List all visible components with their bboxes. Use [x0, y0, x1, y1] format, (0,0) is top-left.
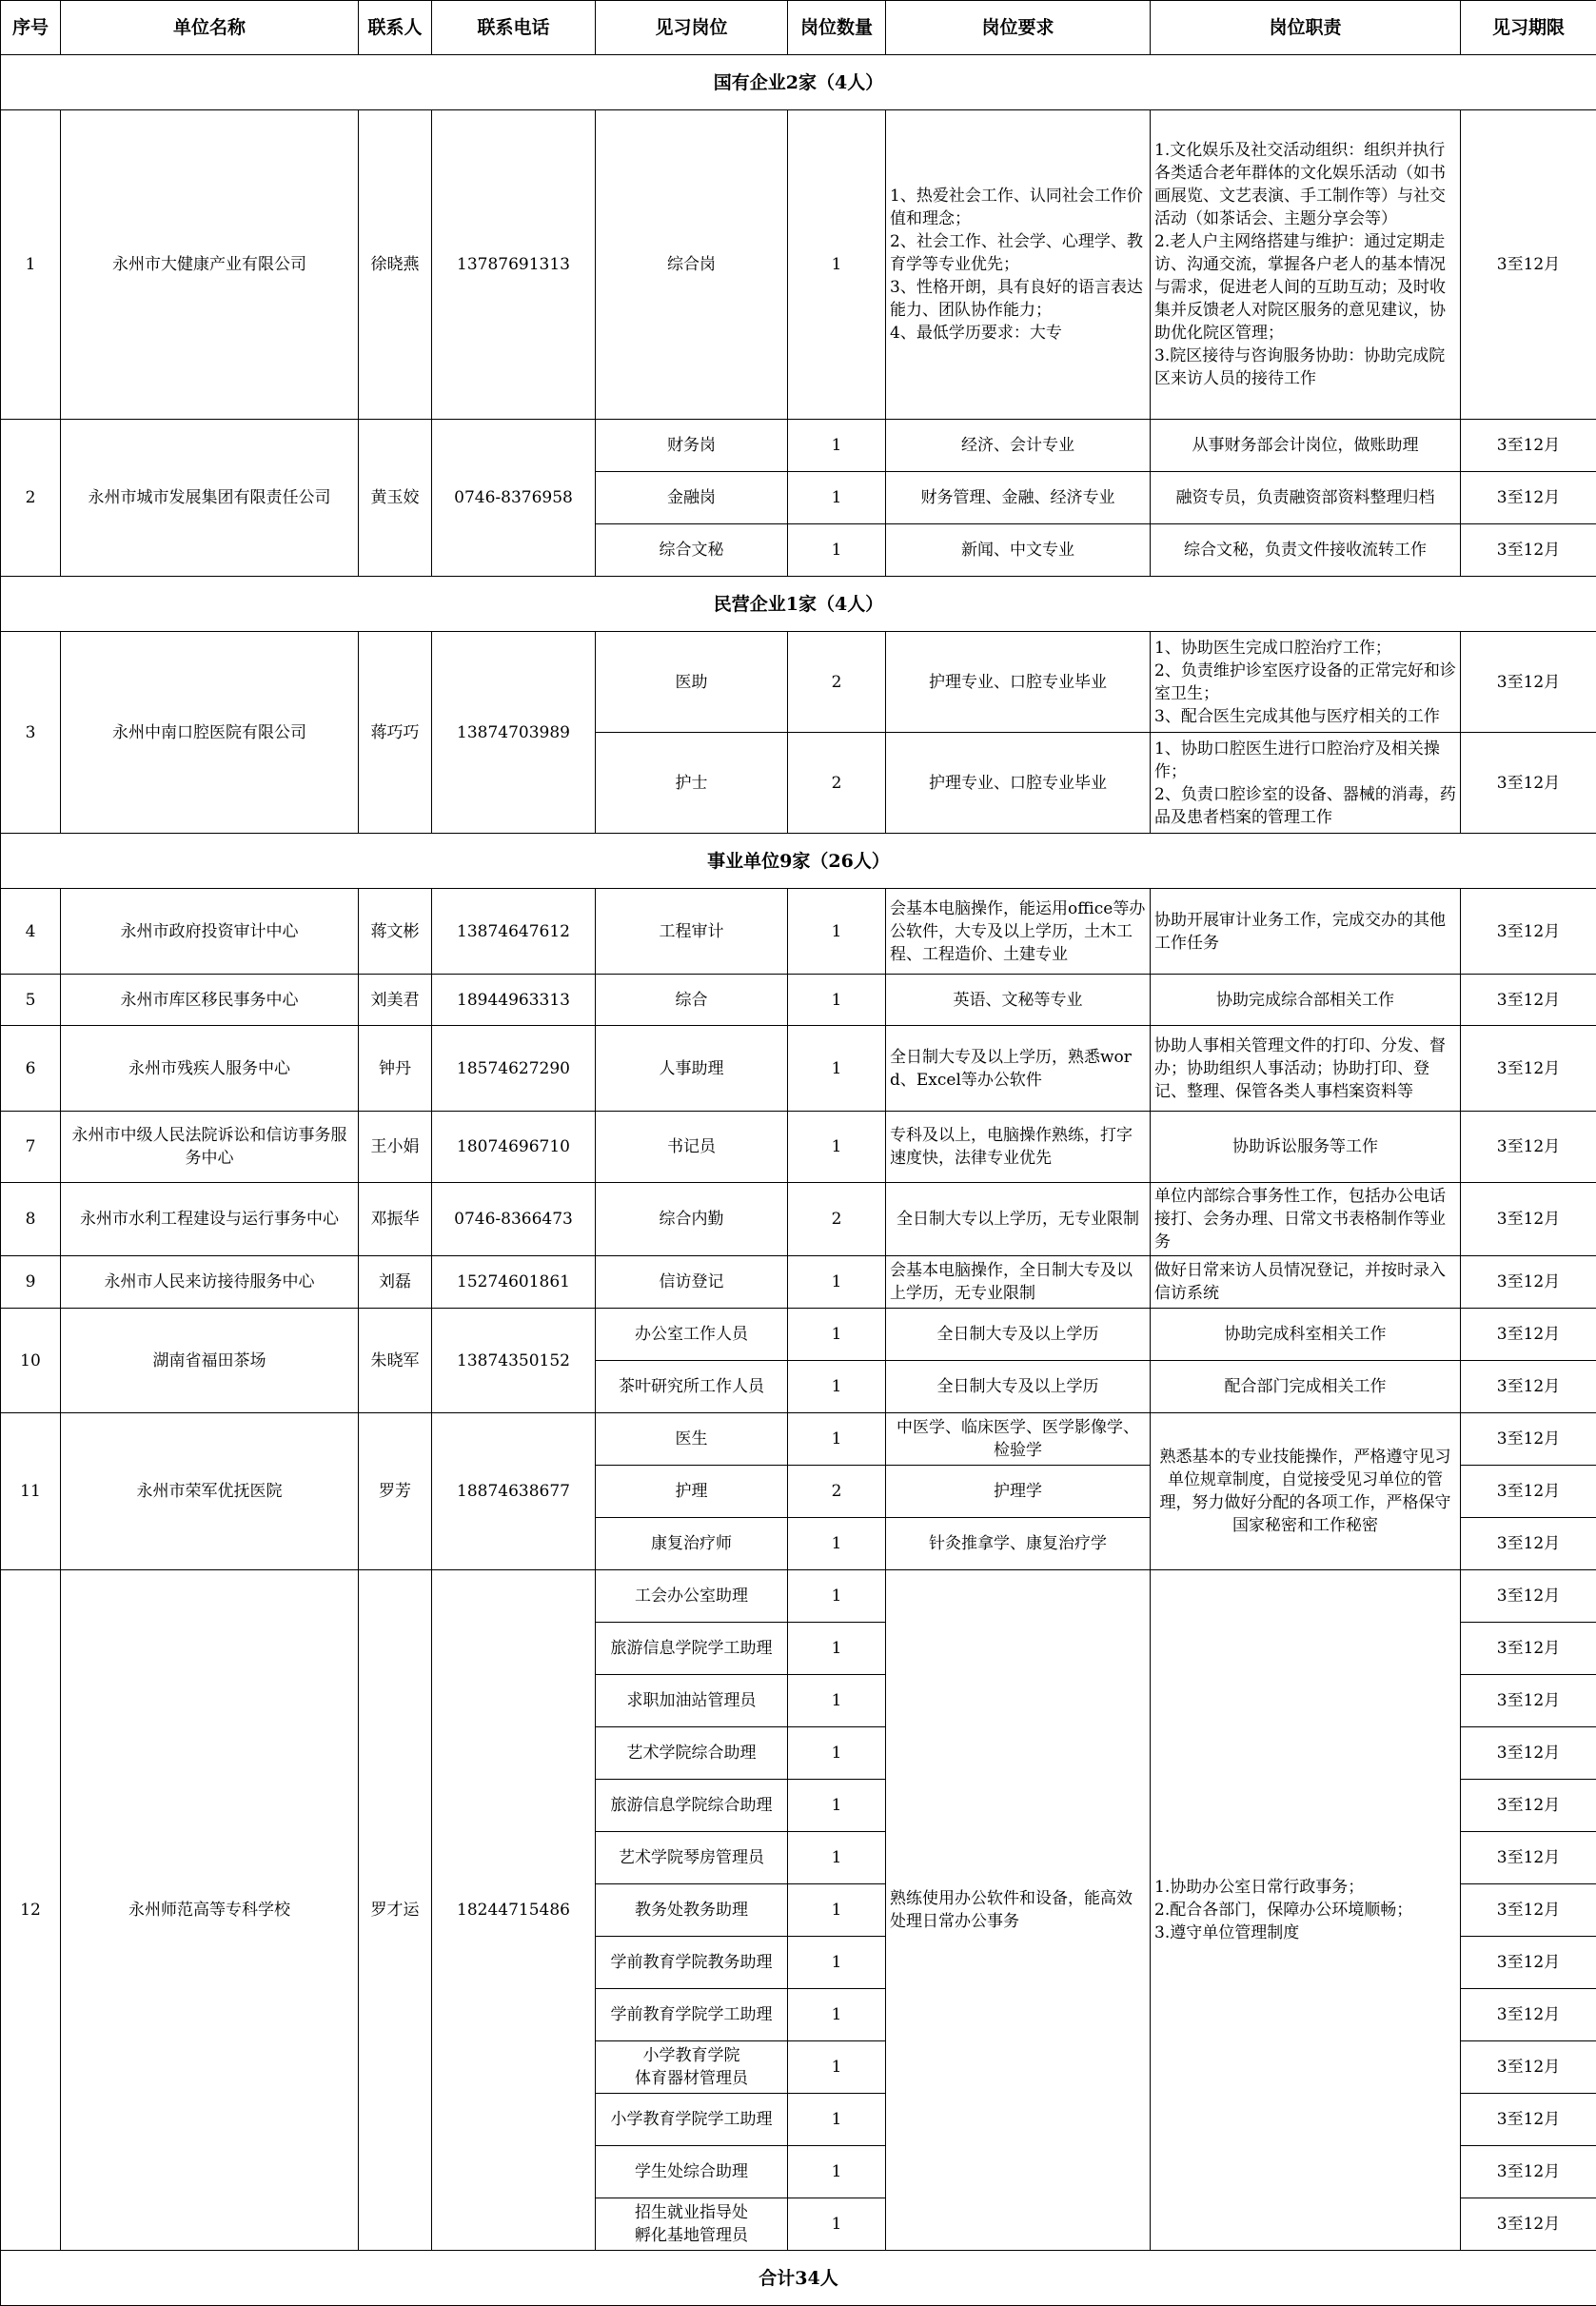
cell-post: 金融岗	[596, 472, 788, 524]
cell-term: 3至12月	[1461, 975, 1596, 1026]
cell-no: 11	[1, 1413, 61, 1570]
cell-unit-name: 永州市政府投资审计中心	[61, 889, 359, 975]
header-row	[1, 1, 1596, 55]
header-no: 序号	[1, 1, 61, 55]
cell-term: 3至12月	[1461, 1413, 1596, 1466]
cell-count: 1	[788, 1112, 886, 1183]
cell-post: 求职加油站管理员	[596, 1675, 788, 1727]
cell-post: 书记员	[596, 1112, 788, 1183]
cell-term: 3至12月	[1461, 632, 1596, 733]
cell-duties: 1.协助办公室日常行政事务； 2.配合各部门，保障办公环境顺畅； 3.遵守单位管理制度	[1151, 1570, 1461, 2251]
cell-duties: 熟悉基本的专业技能操作，严格遵守见习单位规章制度，自觉接受见习单位的管理，努力做好分配的各项工作，严格保守国家秘密和工作秘密	[1151, 1413, 1461, 1570]
cell-phone: 13874350152	[432, 1309, 596, 1413]
cell-post: 学生处综合助理	[596, 2146, 788, 2198]
cell-count: 1	[788, 2198, 886, 2251]
cell-contact: 朱晓军	[359, 1309, 432, 1413]
header-unit-name: 单位名称	[61, 1, 359, 55]
cell-term: 3至12月	[1461, 1937, 1596, 1989]
cell-requirements: 1、热爱社会工作、认同社会工作价值和理念； 2、社会工作、社会学、心理学、教育学等专业优先； 3、性格开朗，具有良好的语言表达能力、团队协作能力； 4、最低学历要求：大专	[886, 110, 1151, 420]
cell-term: 3至12月	[1461, 524, 1596, 577]
cell-count: 1	[788, 1727, 886, 1780]
cell-contact: 王小娟	[359, 1112, 432, 1183]
cell-post: 信访登记	[596, 1256, 788, 1309]
cell-phone: 0746-8366473	[432, 1183, 596, 1256]
cell-unit-name: 永州市城市发展集团有限责任公司	[61, 420, 359, 577]
table-row	[1, 632, 1596, 733]
cell-duties: 单位内部综合事务性工作，包括办公电话接打、会务办理、日常文书表格制作等业务	[1151, 1183, 1461, 1256]
cell-count: 1	[788, 1361, 886, 1413]
header-phone: 联系电话	[432, 1, 596, 55]
cell-post: 学前教育学院教务助理	[596, 1937, 788, 1989]
cell-no: 1	[1, 110, 61, 420]
cell-post: 工会办公室助理	[596, 1570, 788, 1623]
cell-phone: 15274601861	[432, 1256, 596, 1309]
header-count: 岗位数量	[788, 1, 886, 55]
cell-term: 3至12月	[1461, 1112, 1596, 1183]
cell-post: 茶叶研究所工作人员	[596, 1361, 788, 1413]
cell-phone: 13874703989	[432, 632, 596, 834]
cell-post: 小学教育学院学工助理	[596, 2094, 788, 2146]
table-row	[1, 975, 1596, 1026]
cell-post: 小学教育学院 体育器材管理员	[596, 2041, 788, 2094]
cell-duties: 1、协助口腔医生进行口腔治疗及相关操作； 2、负责口腔诊室的设备、器械的消毒，药品及患者档案的管理工作	[1151, 733, 1461, 834]
cell-post: 护理	[596, 1466, 788, 1518]
cell-count: 1	[788, 2146, 886, 2198]
cell-post: 招生就业指导处 孵化基地管理员	[596, 2198, 788, 2251]
cell-requirements: 专科及以上，电脑操作熟练，打字速度快，法律专业优先	[886, 1112, 1151, 1183]
cell-duties: 1、协助医生完成口腔治疗工作； 2、负责维护诊室医疗设备的正常完好和诊室卫生； 3、配合医生完成其他与医疗相关的工作	[1151, 632, 1461, 733]
cell-post: 人事助理	[596, 1026, 788, 1112]
cell-unit-name: 永州市荣军优抚医院	[61, 1413, 359, 1570]
cell-count: 1	[788, 1884, 886, 1937]
table-row	[1, 1183, 1596, 1256]
cell-count: 1	[788, 975, 886, 1026]
cell-no: 7	[1, 1112, 61, 1183]
cell-requirements: 护理专业、口腔专业毕业	[886, 632, 1151, 733]
cell-term: 3至12月	[1461, 2146, 1596, 2198]
cell-no: 3	[1, 632, 61, 834]
cell-requirements: 财务管理、金融、经济专业	[886, 472, 1151, 524]
cell-requirements: 全日制大专及以上学历	[886, 1361, 1151, 1413]
cell-count: 1	[788, 1937, 886, 1989]
cell-requirements: 针灸推拿学、康复治疗学	[886, 1518, 1151, 1570]
cell-requirements: 全日制大专及以上学历，熟悉word、Excel等办公软件	[886, 1026, 1151, 1112]
cell-count: 1	[788, 1675, 886, 1727]
cell-phone: 13874647612	[432, 889, 596, 975]
cell-phone: 18874638677	[432, 1413, 596, 1570]
cell-count: 1	[788, 1309, 886, 1361]
section-title: 国有企业2家（4人）	[1, 55, 1596, 110]
cell-count: 2	[788, 733, 886, 834]
table-row	[1, 1026, 1596, 1112]
cell-no: 8	[1, 1183, 61, 1256]
total-label: 合计34人	[1, 2251, 1596, 2306]
cell-post: 综合岗	[596, 110, 788, 420]
cell-term: 3至12月	[1461, 2094, 1596, 2146]
cell-term: 3至12月	[1461, 1570, 1596, 1623]
cell-count: 1	[788, 1623, 886, 1675]
cell-phone: 18944963313	[432, 975, 596, 1026]
cell-term: 3至12月	[1461, 2041, 1596, 2094]
cell-duties: 协助开展审计业务工作，完成交办的其他工作任务	[1151, 889, 1461, 975]
table-row	[1, 420, 1596, 472]
cell-count: 1	[788, 110, 886, 420]
cell-count: 1	[788, 472, 886, 524]
cell-requirements: 全日制大专及以上学历	[886, 1309, 1151, 1361]
table-row	[1, 110, 1596, 420]
cell-count: 1	[788, 1256, 886, 1309]
cell-term: 3至12月	[1461, 1026, 1596, 1112]
cell-post: 综合内勤	[596, 1183, 788, 1256]
cell-phone: 13787691313	[432, 110, 596, 420]
cell-phone: 18244715486	[432, 1570, 596, 2251]
header-duties: 岗位职责	[1151, 1, 1461, 55]
cell-phone: 18074696710	[432, 1112, 596, 1183]
table-body	[1, 55, 1596, 2306]
cell-term: 3至12月	[1461, 1832, 1596, 1884]
cell-duties: 融资专员，负责融资部资料整理归档	[1151, 472, 1461, 524]
cell-no: 12	[1, 1570, 61, 2251]
section-row	[1, 577, 1596, 632]
section-title: 事业单位9家（26人）	[1, 834, 1596, 889]
cell-count: 2	[788, 1466, 886, 1518]
cell-duties: 从事财务部会计岗位，做账助理	[1151, 420, 1461, 472]
cell-count: 1	[788, 1989, 886, 2041]
cell-post: 综合文秘	[596, 524, 788, 577]
cell-unit-name: 湖南省福田茶场	[61, 1309, 359, 1413]
cell-post: 护士	[596, 733, 788, 834]
cell-contact: 蒋巧巧	[359, 632, 432, 834]
cell-post: 旅游信息学院综合助理	[596, 1780, 788, 1832]
cell-duties: 协助完成科室相关工作	[1151, 1309, 1461, 1361]
cell-post: 学前教育学院学工助理	[596, 1989, 788, 2041]
cell-count: 1	[788, 2041, 886, 2094]
cell-count: 1	[788, 1780, 886, 1832]
cell-post: 工程审计	[596, 889, 788, 975]
cell-no: 10	[1, 1309, 61, 1413]
cell-duties: 配合部门完成相关工作	[1151, 1361, 1461, 1413]
cell-duties: 综合文秘，负责文件接收流转工作	[1151, 524, 1461, 577]
cell-count: 1	[788, 1832, 886, 1884]
cell-contact: 罗才运	[359, 1570, 432, 2251]
cell-post: 旅游信息学院学工助理	[596, 1623, 788, 1675]
cell-post: 办公室工作人员	[596, 1309, 788, 1361]
table-row	[1, 1112, 1596, 1183]
section-title: 民营企业1家（4人）	[1, 577, 1596, 632]
cell-term: 3至12月	[1461, 1884, 1596, 1937]
cell-term: 3至12月	[1461, 1361, 1596, 1413]
cell-post: 艺术学院综合助理	[596, 1727, 788, 1780]
section-row	[1, 55, 1596, 110]
cell-term: 3至12月	[1461, 472, 1596, 524]
cell-term: 3至12月	[1461, 889, 1596, 975]
cell-post: 康复治疗师	[596, 1518, 788, 1570]
cell-term: 3至12月	[1461, 1989, 1596, 2041]
cell-no: 6	[1, 1026, 61, 1112]
cell-count: 1	[788, 1413, 886, 1466]
total-row	[1, 2251, 1596, 2306]
cell-unit-name: 永州市水利工程建设与运行事务中心	[61, 1183, 359, 1256]
cell-duties: 做好日常来访人员情况登记，并按时录入信访系统	[1151, 1256, 1461, 1309]
cell-requirements: 经济、会计专业	[886, 420, 1151, 472]
cell-phone: 18574627290	[432, 1026, 596, 1112]
cell-term: 3至12月	[1461, 1256, 1596, 1309]
cell-requirements: 会基本电脑操作，能运用office等办公软件，大专及以上学历，土木工程、工程造价、土建专业	[886, 889, 1151, 975]
cell-contact: 蒋文彬	[359, 889, 432, 975]
table-row	[1, 1570, 1596, 1623]
section-row	[1, 834, 1596, 889]
cell-count: 1	[788, 1518, 886, 1570]
cell-post: 艺术学院琴房管理员	[596, 1832, 788, 1884]
cell-post: 财务岗	[596, 420, 788, 472]
cell-term: 3至12月	[1461, 110, 1596, 420]
header-term: 见习期限	[1461, 1, 1596, 55]
cell-contact: 邓振华	[359, 1183, 432, 1256]
header-contact: 联系人	[359, 1, 432, 55]
cell-contact: 黄玉姣	[359, 420, 432, 577]
cell-term: 3至12月	[1461, 2198, 1596, 2251]
cell-term: 3至12月	[1461, 1183, 1596, 1256]
cell-unit-name: 永州市中级人民法院诉讼和信访事务服务中心	[61, 1112, 359, 1183]
cell-post: 医生	[596, 1413, 788, 1466]
cell-term: 3至12月	[1461, 1727, 1596, 1780]
cell-duties: 1.文化娱乐及社交活动组织：组织并执行各类适合老年群体的文化娱乐活动（如书画展览、文艺表演、手工制作等）与社交活动（如茶话会、主题分享会等） 2.老人户主网络搭建与维护：通过定期走访、沟通交流，掌握各户老人的基本情况与需求，促进老人间的互助互动；及时收集并反馈老人对院区服务的意见建议，协助优化院区管理； 3.院区接待与咨询服务协助：协助完成院区来访人员的接待工作	[1151, 110, 1461, 420]
table-row	[1, 1309, 1596, 1361]
cell-count: 2	[788, 632, 886, 733]
cell-term: 3至12月	[1461, 420, 1596, 472]
cell-count: 1	[788, 1570, 886, 1623]
cell-requirements: 护理学	[886, 1466, 1151, 1518]
cell-unit-name: 永州市库区移民事务中心	[61, 975, 359, 1026]
cell-requirements: 熟练使用办公软件和设备，能高效处理日常办公事务	[886, 1570, 1151, 2251]
cell-contact: 罗芳	[359, 1413, 432, 1570]
cell-duties: 协助人事相关管理文件的打印、分发、督办；协助组织人事活动；协助打印、登记、整理、保管各类人事档案资料等	[1151, 1026, 1461, 1112]
cell-post: 教务处教务助理	[596, 1884, 788, 1937]
header-post: 见习岗位	[596, 1, 788, 55]
cell-no: 5	[1, 975, 61, 1026]
header-requirements: 岗位要求	[886, 1, 1151, 55]
cell-contact: 徐晓燕	[359, 110, 432, 420]
cell-unit-name: 永州师范高等专科学校	[61, 1570, 359, 2251]
cell-contact: 钟丹	[359, 1026, 432, 1112]
cell-term: 3至12月	[1461, 1466, 1596, 1518]
cell-requirements: 中医学、临床医学、医学影像学、检验学	[886, 1413, 1151, 1466]
table-row	[1, 1413, 1596, 1466]
cell-no: 4	[1, 889, 61, 975]
cell-duties: 协助诉讼服务等工作	[1151, 1112, 1461, 1183]
cell-post: 医助	[596, 632, 788, 733]
cell-unit-name: 永州市残疾人服务中心	[61, 1026, 359, 1112]
cell-count: 1	[788, 1026, 886, 1112]
cell-count: 2	[788, 1183, 886, 1256]
cell-unit-name: 永州市人民来访接待服务中心	[61, 1256, 359, 1309]
table-row	[1, 1256, 1596, 1309]
cell-requirements: 会基本电脑操作，全日制大专及以上学历，无专业限制	[886, 1256, 1151, 1309]
cell-requirements: 全日制大专以上学历，无专业限制	[886, 1183, 1151, 1256]
table-row	[1, 889, 1596, 975]
cell-term: 3至12月	[1461, 1675, 1596, 1727]
cell-count: 1	[788, 524, 886, 577]
cell-count: 1	[788, 2094, 886, 2146]
cell-count: 1	[788, 889, 886, 975]
cell-contact: 刘美君	[359, 975, 432, 1026]
cell-unit-name: 永州中南口腔医院有限公司	[61, 632, 359, 834]
cell-contact: 刘磊	[359, 1256, 432, 1309]
cell-unit-name: 永州市大健康产业有限公司	[61, 110, 359, 420]
cell-term: 3至12月	[1461, 1780, 1596, 1832]
cell-phone: 0746-8376958	[432, 420, 596, 577]
cell-requirements: 护理专业、口腔专业毕业	[886, 733, 1151, 834]
cell-duties: 协助完成综合部相关工作	[1151, 975, 1461, 1026]
cell-term: 3至12月	[1461, 1623, 1596, 1675]
cell-term: 3至12月	[1461, 733, 1596, 834]
cell-term: 3至12月	[1461, 1518, 1596, 1570]
cell-requirements: 英语、文秘等专业	[886, 975, 1151, 1026]
cell-term: 3至12月	[1461, 1309, 1596, 1361]
cell-requirements: 新闻、中文专业	[886, 524, 1151, 577]
cell-no: 2	[1, 420, 61, 577]
cell-count: 1	[788, 420, 886, 472]
cell-post: 综合	[596, 975, 788, 1026]
cell-no: 9	[1, 1256, 61, 1309]
